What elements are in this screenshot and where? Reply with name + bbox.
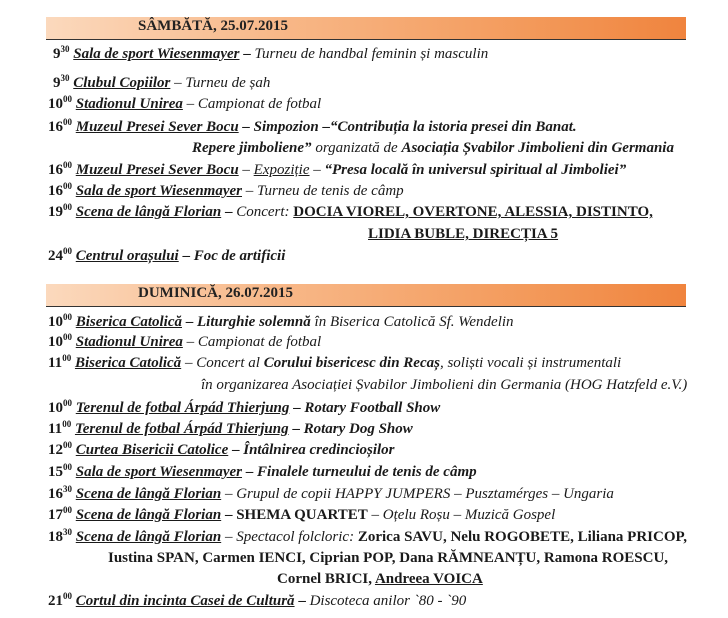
event-line-continued: LIDIA BUBLE, DIRECȚIA 5 [368, 226, 559, 242]
event-line: $11^{00}$ Terenul de fotbal Árpád Thierjung – Rotary Dog Show [48, 419, 413, 437]
event-line: $10^{00}$ Terenul de fotbal Árpád Thierjung – Rotary Football Show [48, 398, 441, 416]
event-line: $12^{00}$ Curtea Bisericii Catolice – Întâlnirea credincioșilor [48, 440, 395, 458]
event-line-continued: Cornel BRICI, Andreea VOICA [277, 571, 483, 587]
event-line: $11^{00}$ Biserica Catolică – Concert al Corului bisericesc din Recaș, soliști vocali și instrumentali [48, 353, 622, 371]
event-line: $10^{00}$ Biserica Catolică – Liturghie solemnă în Biserica Catolică Sf. Wendelin [48, 312, 514, 330]
saturday-rule [46, 39, 686, 40]
event-line: $21^{00}$ Cortul din incinta Casei de Cultură – Discoteca anilor `80 - `90 [48, 591, 467, 609]
event-line: $10^{00}$ Stadionul Unirea – Campionat de fotbal [48, 94, 322, 112]
event-line: $18^{30}$ Scena de lângă Florian – Spectacol folcloric: Zorica SAVU, Nelu ROGOBETE, Liliana PRICOP, [48, 527, 688, 545]
event-line: $16^{00}$ Muzeul Presei Sever Bocu – Expoziție – “Presa locală în universul spiritual al Jimboliei” [48, 160, 627, 178]
event-line: $24^{00}$ Centrul orașului – Foc de artificii [48, 246, 286, 264]
event-line: $16^{30}$ Scena de lângă Florian – Grupul de copii HAPPY JUMPERS – Pusztamérges – Ungaria [48, 484, 614, 502]
saturday-title: SÂMBĂTĂ, 25.07.2015 [138, 18, 289, 34]
sunday-rule [46, 306, 686, 307]
sunday-title: DUMINICĂ, 26.07.2015 [138, 285, 293, 301]
event-line: $16^{00}$ Sala de sport Wiesenmayer – Turneu de tenis de câmp [48, 181, 404, 199]
event-line: $15^{00}$ Sala de sport Wiesenmayer – Finalele turneului de tenis de câmp [48, 462, 477, 480]
event-line: $17^{00}$ Scena de lângă Florian – SHEMA QUARTET – Oțelu Roșu – Muzică Gospel [48, 505, 556, 523]
event-line-continued: în organizarea Asociației Șvabilor Jimbolieni din Germania (HOG Hatzfeld e.V.) [201, 377, 688, 393]
event-line: $9^{30}$ Sala de sport Wiesenmayer – Turneu de handbal feminin și masculin [53, 44, 489, 62]
event-line-continued: Repere jimboliene” organizată de Asociația Șvabilor Jimbolieni din Germania [192, 140, 674, 156]
event-line-continued: Iustina SPAN, Carmen IENCI, Ciprian POP, Dana RĂMNEANȚU, Ramona ROESCU, [108, 550, 669, 566]
event-line: $19^{00}$ Scena de lângă Florian – Concert: DOCIA VIOREL, OVERTONE, ALESSIA, DISTINTO, [48, 202, 653, 220]
event-line: $9^{30}$ Clubul Copiilor – Turneu de șah [53, 73, 271, 91]
event-line: $10^{00}$ Stadionul Unirea – Campionat de fotbal [48, 332, 322, 350]
event-line: $16^{00}$ Muzeul Presei Sever Bocu – Simpozion –“Contribuția la istoria presei din Banat. [48, 117, 577, 135]
